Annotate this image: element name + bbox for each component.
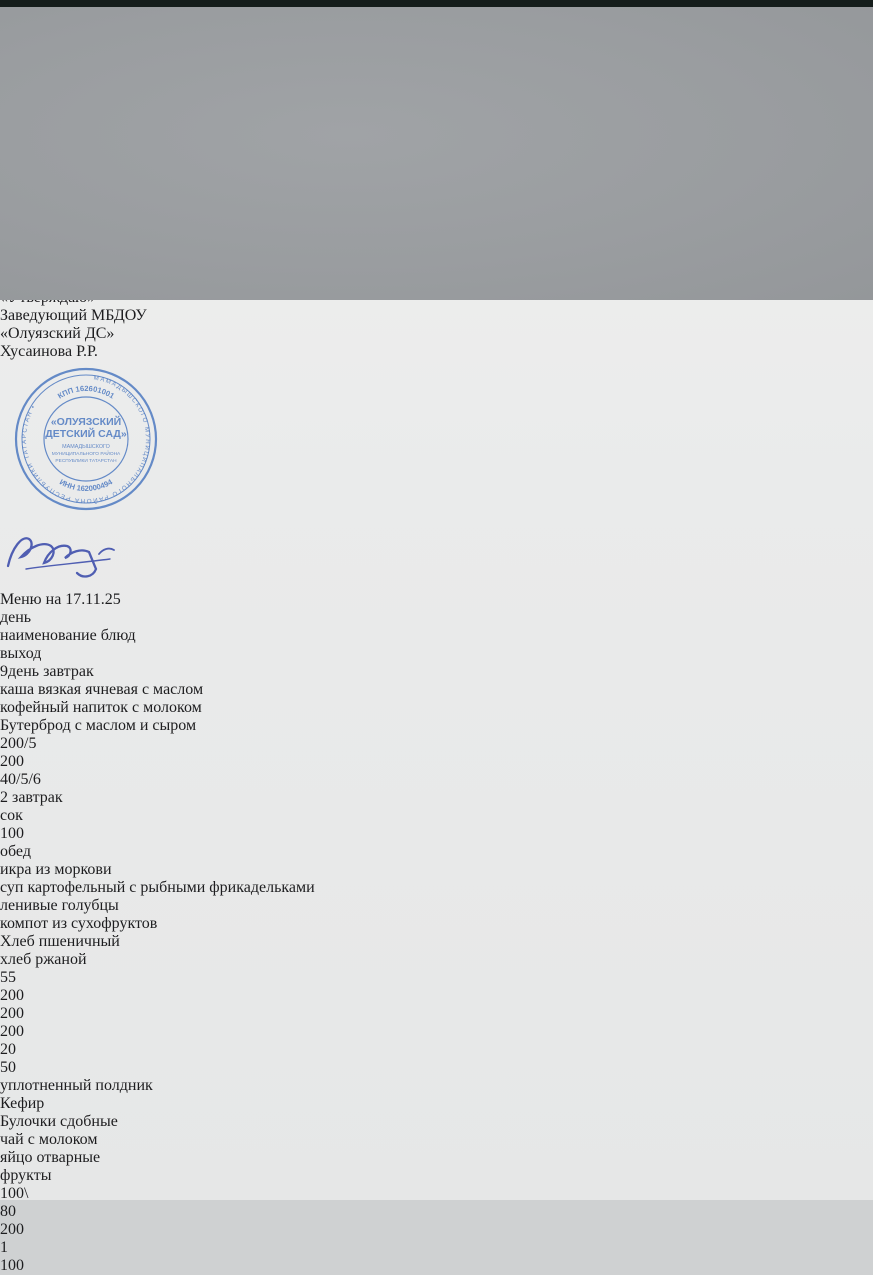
- dish-name: Кефир: [0, 1095, 45, 1112]
- table-row: [0, 663, 873, 789]
- dish-output: 200: [0, 1221, 24, 1238]
- dish-name: компот из сухофруктов: [0, 915, 158, 932]
- day-cell: 2 завтрак: [0, 789, 63, 806]
- stamp-kpp-text: КПП 162601001: [56, 383, 116, 401]
- dish-output: 200/5: [0, 735, 37, 752]
- dish-output: 100: [0, 825, 24, 842]
- table-row: [0, 1077, 873, 1275]
- dish-name: сок: [0, 807, 23, 824]
- dishes-cell: [0, 1095, 873, 1185]
- stamp-inn-text: ИНН 162000494: [58, 477, 114, 494]
- dish-output: 50: [0, 1059, 16, 1076]
- dish-name: икра из моркови: [0, 861, 112, 878]
- table-header-row: [0, 609, 873, 663]
- dishes-cell: [0, 807, 873, 825]
- dish-name: ленивые голубцы: [0, 897, 119, 914]
- dish-output: 200: [0, 1023, 24, 1040]
- menu-table-body: [0, 663, 873, 1275]
- table-row: [0, 789, 873, 843]
- svg-text:ИНН 162000494: [58, 477, 115, 493]
- scanner-lid-background: [0, 0, 873, 300]
- dish-output: 200: [0, 753, 24, 770]
- dish-name: Хлеб пшеничный: [0, 933, 120, 950]
- signatory-row: [0, 343, 873, 361]
- handwritten-signature: [0, 524, 873, 591]
- stamp-graphic: [0, 361, 172, 519]
- dish-name: Бутерброд с маслом и сыром: [0, 717, 197, 734]
- day-cell: 9день завтрак: [0, 663, 94, 680]
- dish-output: 1: [0, 1239, 8, 1256]
- header-dishes: наименование блюд: [0, 627, 136, 644]
- dish-output: 20: [0, 1041, 16, 1058]
- dish-output: 55: [0, 969, 16, 986]
- dish-name: фрукты: [0, 1167, 52, 1184]
- table-row: [0, 843, 873, 1077]
- dish-output: 40/5/6: [0, 771, 41, 788]
- dish-name: чай с молоком: [0, 1131, 98, 1148]
- dish-name: суп картофельный с рыбными фрикадельками: [0, 879, 315, 896]
- approval-line-3: «Олуязский ДС»: [0, 325, 115, 342]
- menu-table: [0, 609, 873, 1275]
- scan-left-edge: [0, 0, 18, 1140]
- menu-title: Меню на 17.11.25: [0, 591, 121, 608]
- dish-name: яйцо отварные: [0, 1149, 101, 1166]
- dishes-cell: [0, 861, 873, 969]
- dish-output: 100: [0, 1257, 24, 1274]
- svg-text:КПП 162601001: [56, 384, 117, 401]
- day-cell: обед: [0, 843, 31, 860]
- signatory-name: Хусаинова Р.Р.: [0, 343, 98, 360]
- dishes-cell: [0, 681, 873, 735]
- stamp-center-line-3: МАМАДЫШСКОГО: [62, 444, 110, 450]
- stamp-center-line-2: ДЕТСКИЙ САД»: [45, 428, 127, 440]
- official-stamp: [0, 361, 873, 524]
- output-cell: [0, 735, 873, 789]
- dish-name: кофейный напиток с молоком: [0, 699, 202, 716]
- dish-output: 200: [0, 987, 24, 1004]
- dish-output: 80: [0, 1203, 16, 1220]
- stamp-center-line-1: «ОЛУЯЗСКИЙ: [50, 416, 122, 428]
- day-cell: уплотненный полдник: [0, 1077, 153, 1094]
- stamp-center-line-5: РЕСПУБЛИКИ ТАТАРСТАН: [55, 459, 117, 464]
- dish-output: 100\: [0, 1185, 29, 1202]
- output-cell: [0, 825, 873, 843]
- stamp-center-line-4: МУНИЦИПАЛЬНОГО РАЙОНА: [51, 452, 121, 457]
- signature-stroke: [0, 524, 125, 586]
- output-cell: [0, 1185, 873, 1275]
- dish-name: хлеб ржаной: [0, 951, 87, 968]
- header-day: день: [0, 609, 32, 626]
- dish-output: 200: [0, 1005, 24, 1022]
- stamp-ring-text: МАМАДЫШСКОГО МУНИЦИПАЛЬНОГО РАЙОНА РЕСПУБЛИКИ ТАТАРСТАН •: [20, 374, 152, 505]
- output-cell: [0, 969, 873, 1077]
- header-output: выход: [0, 645, 42, 662]
- scan-top-edge: [0, 0, 873, 7]
- dish-name: Булочки сдобные: [0, 1113, 118, 1130]
- approval-line-2: Заведующий МБДОУ: [0, 307, 147, 324]
- dish-name: каша вязкая ячневая с маслом: [0, 681, 204, 698]
